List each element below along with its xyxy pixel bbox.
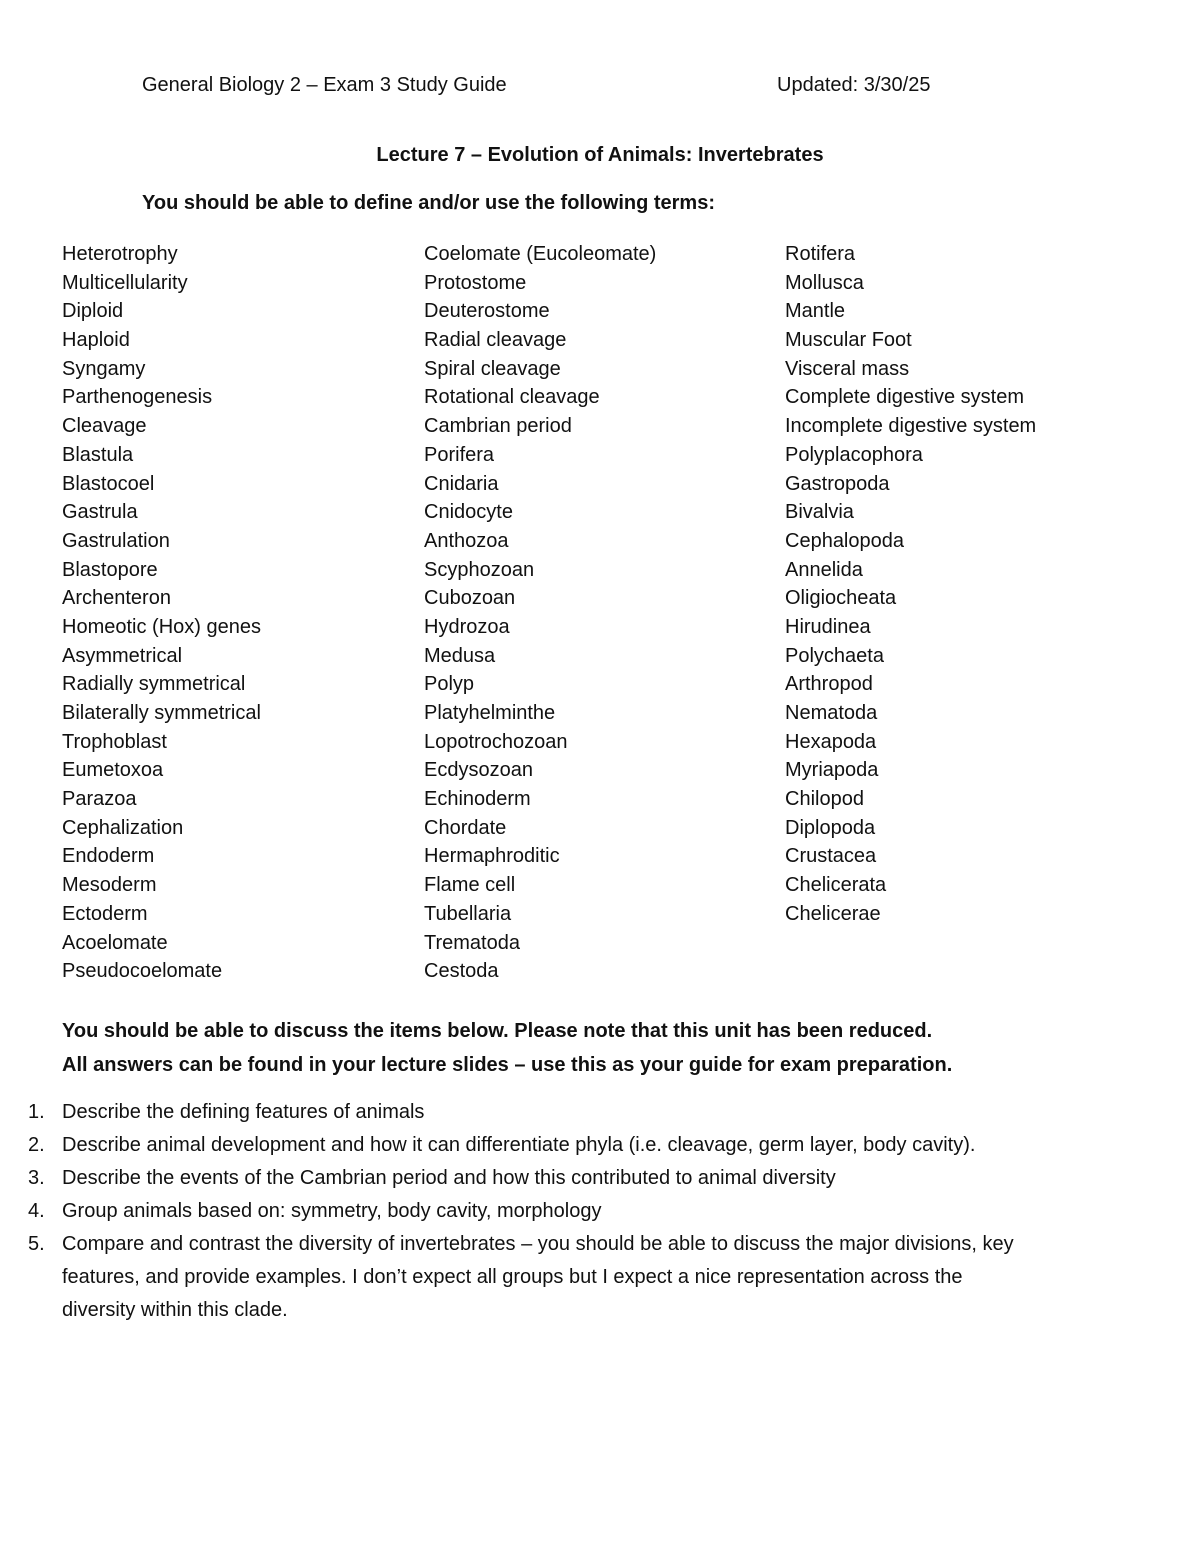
- discussion-item: [0, 1228, 1100, 1327]
- term-item: Chordate: [424, 816, 507, 839]
- term-item: Cestoda: [424, 960, 499, 983]
- term-item: Visceral mass: [785, 357, 910, 380]
- discussion-item-text: Group animals based on: symmetry, body cavity, morphology: [62, 1200, 602, 1222]
- discussion-intro-line-2: All answers can be found in your lecture slides – use this as your guide for exam preparation.: [62, 1054, 953, 1076]
- lecture-title: Lecture 7 – Evolution of Animals: Invertebrates: [376, 144, 824, 166]
- terms-column-1: [62, 240, 261, 986]
- term-item: Mesoderm: [62, 874, 157, 897]
- term-item: Scyphozoan: [424, 558, 535, 581]
- term-item: Tubellaria: [424, 902, 512, 925]
- term-item: Nematoda: [785, 702, 878, 724]
- term-item: Gastropoda: [785, 472, 890, 495]
- discussion-item-number: 5.: [28, 1233, 45, 1255]
- term-item: Syngamy: [62, 357, 146, 380]
- discussion-items-list: [0, 1096, 1100, 1327]
- discussion-item: [0, 1129, 1100, 1162]
- term-item: Muscular Foot: [785, 329, 912, 352]
- term-item: Radial cleavage: [424, 329, 567, 352]
- term-item: Cnidaria: [424, 472, 499, 495]
- term-item: Chelicerata: [785, 874, 887, 897]
- term-item: Rotifera: [785, 243, 856, 265]
- term-item: Radially symmetrical: [62, 673, 246, 696]
- term-item: Gastrula: [62, 501, 138, 524]
- term-item: Blastula: [62, 443, 134, 466]
- terms-intro: You should be able to define and/or use the following terms:: [142, 192, 715, 214]
- discussion-item-number: 1.: [28, 1101, 45, 1123]
- term-item: Deuterostome: [424, 300, 550, 323]
- term-item: Medusa: [424, 644, 496, 667]
- term-item: Eumetoxoa: [62, 759, 164, 782]
- term-item: Rotational cleavage: [424, 386, 600, 409]
- term-item: Archenteron: [62, 587, 171, 610]
- term-item: Annelida: [785, 558, 863, 581]
- term-item: Parazoa: [62, 788, 137, 811]
- term-item: Hydrozoa: [424, 615, 510, 638]
- term-item: Gastrulation: [62, 529, 170, 552]
- term-item: Cnidocyte: [424, 501, 513, 524]
- discussion-item: [0, 1096, 1100, 1129]
- term-item: Endoderm: [62, 845, 155, 868]
- term-item: Anthozoa: [424, 529, 509, 552]
- term-item: Haploid: [62, 329, 130, 352]
- term-item: Hermaphroditic: [424, 845, 560, 868]
- term-item: Hirudinea: [785, 615, 871, 638]
- term-item: Cubozoan: [424, 587, 516, 610]
- term-item: Chelicerae: [785, 902, 881, 925]
- term-item: Acoelomate: [62, 931, 168, 954]
- document-header-title: General Biology 2 – Exam 3 Study Guide: [142, 74, 507, 96]
- term-item: Chilopod: [785, 788, 864, 811]
- discussion-item-text: Describe animal development and how it can differentiate phyla (i.e. cleavage, germ layer, body cavity).: [62, 1134, 976, 1156]
- discussion-item-text: Compare and contrast the diversity of invertebrates – you should be able to discuss the major divisions, key features, and provide examples. I don’t expect all groups but I expect a nice representation across the diversity within this clade.: [62, 1233, 1014, 1321]
- term-item: Coelomate (Eucoleomate): [424, 243, 657, 265]
- term-item: Crustacea: [785, 845, 877, 868]
- term-item: Trematoda: [424, 931, 520, 954]
- term-item: Mollusca: [785, 271, 864, 294]
- term-item: Blastopore: [62, 558, 158, 581]
- term-item: Spiral cleavage: [424, 357, 561, 380]
- term-item: Heterotrophy: [62, 243, 178, 265]
- term-item: Hexapoda: [785, 730, 877, 753]
- term-item: Oligiocheata: [785, 587, 897, 610]
- discussion-intro: [62, 1014, 1122, 1082]
- discussion-intro-line-1: You should be able to discuss the items below. Please note that this unit has been reduced.: [62, 1020, 933, 1042]
- term-item: Bivalvia: [785, 501, 854, 524]
- term-item: Cleavage: [62, 415, 147, 438]
- term-item: Platyhelminthe: [424, 702, 556, 724]
- discussion-item-number: 4.: [28, 1200, 45, 1222]
- term-item: Myriapoda: [785, 759, 879, 782]
- term-item: Ecdysozoan: [424, 759, 533, 782]
- terms-column-3: [785, 240, 1036, 929]
- term-item: Protostome: [424, 271, 527, 294]
- term-item: Diploid: [62, 300, 124, 323]
- term-item: Incomplete digestive system: [785, 415, 1037, 438]
- term-item: Complete digestive system: [785, 386, 1024, 409]
- term-item: Lopotrochozoan: [424, 730, 568, 753]
- term-item: Asymmetrical: [62, 644, 183, 667]
- term-item: Polyp: [424, 673, 475, 696]
- term-item: Cephalopoda: [785, 529, 904, 552]
- discussion-item: [0, 1162, 1100, 1195]
- term-item: Bilaterally symmetrical: [62, 702, 261, 724]
- term-item: Ectoderm: [62, 902, 148, 925]
- term-item: Cambrian period: [424, 415, 572, 438]
- discussion-item-number: 3.: [28, 1167, 45, 1189]
- discussion-item-number: 2.: [28, 1134, 45, 1156]
- term-item: Pseudocoelomate: [62, 960, 223, 983]
- term-item: Porifera: [424, 443, 495, 466]
- term-item: Parthenogenesis: [62, 386, 213, 409]
- term-item: Diplopoda: [785, 816, 876, 839]
- updated-date: Updated: 3/30/25: [777, 74, 931, 96]
- term-item: Echinoderm: [424, 788, 531, 811]
- term-item: Polychaeta: [785, 644, 884, 667]
- term-item: Mantle: [785, 300, 846, 323]
- term-item: Blastocoel: [62, 472, 155, 495]
- term-item: Polyplacophora: [785, 443, 923, 466]
- term-item: Multicellularity: [62, 271, 188, 294]
- discussion-item-text: Describe the defining features of animals: [62, 1101, 425, 1123]
- term-item: Arthropod: [785, 673, 873, 696]
- term-item: Flame cell: [424, 874, 516, 897]
- term-item: Cephalization: [62, 816, 184, 839]
- term-item: Trophoblast: [62, 730, 167, 753]
- term-item: Homeotic (Hox) genes: [62, 615, 261, 638]
- discussion-item: [0, 1195, 1100, 1228]
- terms-column-2: [424, 240, 656, 986]
- discussion-item-text: Describe the events of the Cambrian period and how this contributed to animal diversity: [62, 1167, 836, 1189]
